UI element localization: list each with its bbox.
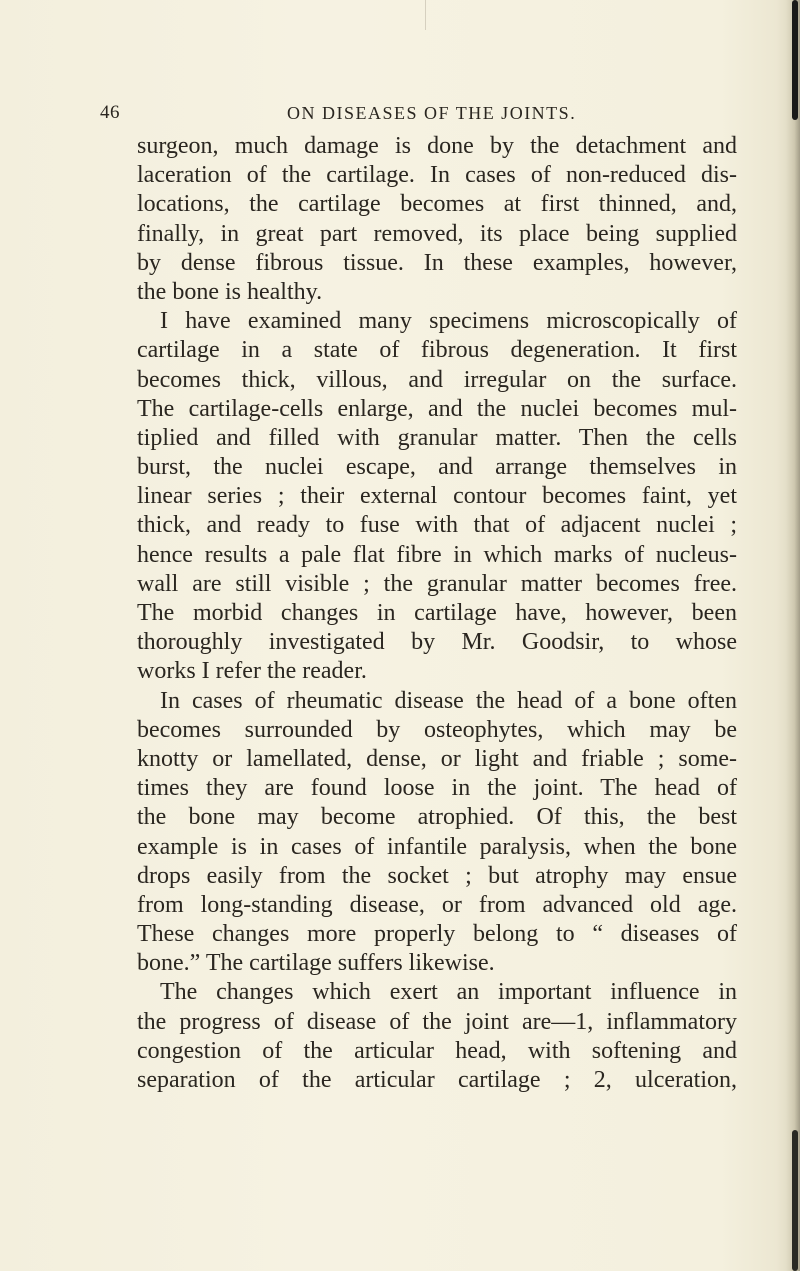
- text-line: hence results a pale flat fibre in which marks of nucleus-: [137, 541, 737, 568]
- scan-edge-mark-bottom: [792, 1130, 798, 1271]
- text-line: The morbid changes in cartilage have, however, been: [137, 600, 737, 626]
- text-line: bone.” The cartilage suffers likewise.: [137, 950, 495, 977]
- text-line: becomes thick, villous, and irregular on the surface.: [137, 366, 737, 393]
- text-line: surgeon, much damage is done by the detachment and: [137, 133, 737, 159]
- text-line: knotty or lamellated, dense, or light and friable ; some-: [137, 745, 737, 772]
- text-line: The changes which exert an important influence in: [160, 979, 737, 1006]
- text-line: tiplied and filled with granular matter. Then the cells: [137, 424, 737, 451]
- text-line: In cases of rheumatic disease the head of a bone often: [160, 687, 737, 714]
- text-line: the progress of disease of the joint are—1, inflammatory: [137, 1008, 737, 1035]
- body-text: [137, 132, 737, 1095]
- text-line: congestion of the articular head, with softening and: [137, 1037, 737, 1064]
- text-line: times they are found loose in the joint. The head of: [137, 775, 737, 802]
- scan-artifact-mark: [425, 0, 426, 30]
- text-line: the bone may become atrophied. Of this, the best: [137, 804, 737, 831]
- text-line: wall are still visible ; the granular matter becomes free.: [137, 570, 737, 597]
- text-line: I have examined many specimens microscopically of: [160, 308, 737, 335]
- text-line: becomes surrounded by osteophytes, which may be: [137, 716, 737, 743]
- text-line: thick, and ready to fuse with that of adjacent nuclei ;: [137, 512, 737, 539]
- text-line: by dense fibrous tissue. In these examples, however,: [137, 249, 737, 276]
- text-line: finally, in great part removed, its place being supplied: [137, 220, 737, 247]
- text-line: the bone is healthy.: [137, 278, 323, 305]
- text-line: locations, the cartilage becomes at first thinned, and,: [137, 191, 737, 218]
- text-line: linear series ; their external contour becomes faint, yet: [137, 483, 737, 510]
- page-number: 46: [100, 102, 120, 123]
- text-line: thoroughly investigated by Mr. Goodsir, to whose: [137, 629, 737, 656]
- text-line: from long-standing disease, or from advanced old age.: [137, 891, 737, 918]
- text-line: The cartilage-cells enlarge, and the nuclei becomes mul-: [137, 395, 737, 422]
- text-line: works I refer the reader.: [137, 658, 367, 685]
- text-line: laceration of the cartilage. In cases of non-reduced dis-: [137, 162, 737, 189]
- text-line: These changes more properly belong to “ diseases of: [137, 921, 737, 948]
- text-line: cartilage in a state of fibrous degeneration. It first: [137, 337, 737, 364]
- scan-edge-mark-top: [792, 0, 798, 120]
- text-line: example is in cases of infantile paralysis, when the bone: [137, 833, 737, 860]
- text-line: separation of the articular cartilage ; 2, ulceration,: [137, 1067, 737, 1093]
- text-line: drops easily from the socket ; but atrophy may ensue: [137, 862, 737, 889]
- running-head: ON DISEASES OF THE JOINTS.: [287, 103, 577, 123]
- text-line: burst, the nuclei escape, and arrange themselves in: [137, 454, 737, 481]
- page-edge-shadow: [786, 0, 800, 1271]
